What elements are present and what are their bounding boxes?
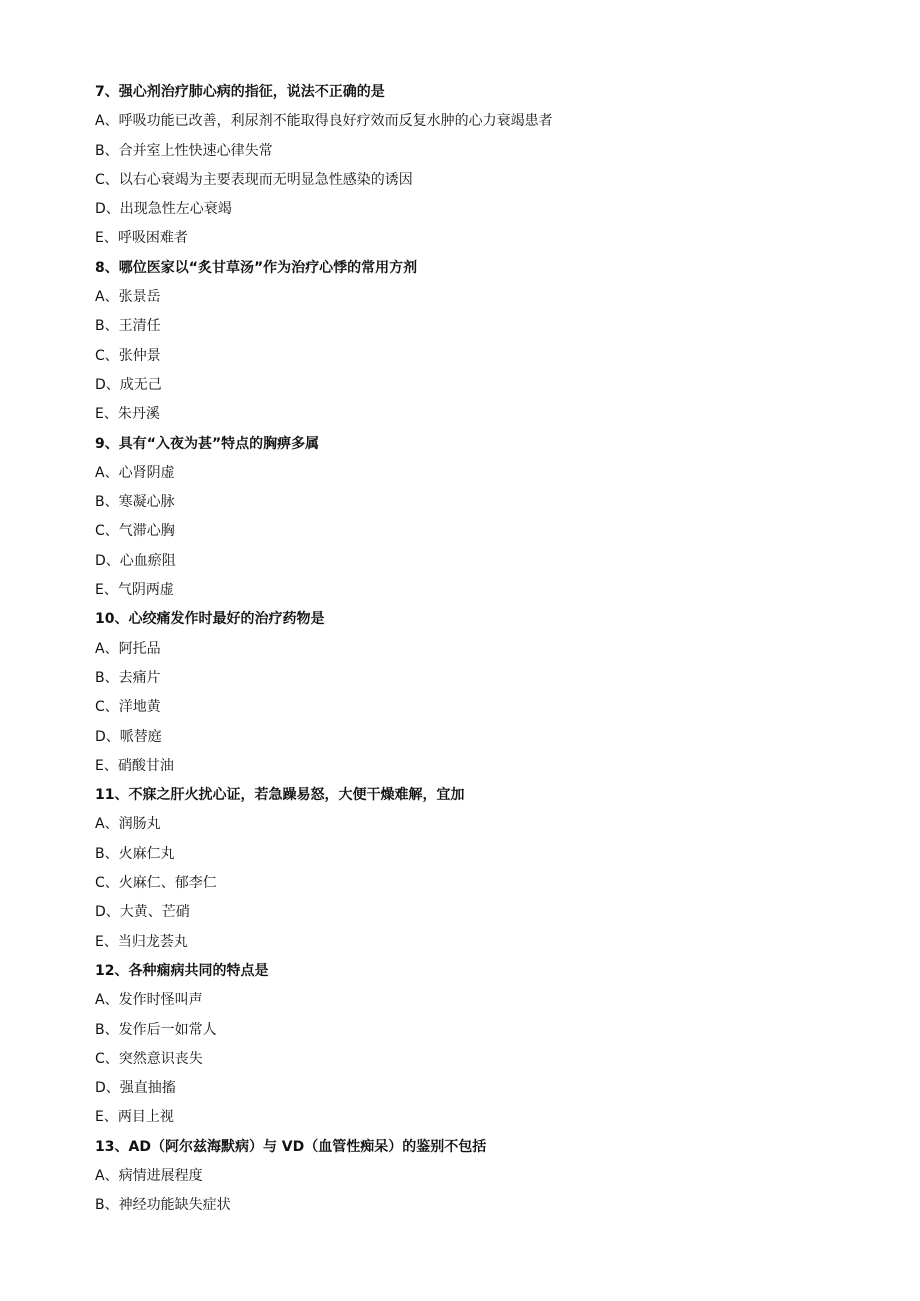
question-7-option-c: C、以右心衰竭为主要表现而无明显急性感染的诱因 <box>95 171 413 188</box>
question-12-option-e: E、两目上视 <box>95 1109 174 1126</box>
question-13-option-b: B、神经功能缺失症状 <box>95 1197 231 1214</box>
question-11-option-a: A、润肠丸 <box>95 816 161 833</box>
question-9-stem: 9、具有“入夜为甚”特点的胸痹多属 <box>95 435 320 452</box>
question-10-option-a: A、阿托品 <box>95 640 161 657</box>
question-12-option-a: A、发作时怪叫声 <box>95 992 203 1009</box>
question-7-stem: 7、强心剂治疗肺心病的指征，说法不正确的是 <box>95 84 385 100</box>
question-8-option-a: A、张景岳 <box>95 289 161 306</box>
question-12-stem: 12、各种痫病共同的特点是 <box>95 962 269 979</box>
question-12-option-c: C、突然意识丧失 <box>95 1050 203 1067</box>
question-11-option-e: E、当归龙荟丸 <box>95 933 188 950</box>
question-8-option-e: E、朱丹溪 <box>95 406 160 423</box>
question-13-option-a: A、病情进展程度 <box>95 1167 203 1184</box>
question-7-option-b: B、合并室上性快速心律失常 <box>95 142 273 159</box>
question-list <box>95 78 855 1221</box>
question-11-option-b: B、火麻仁丸 <box>95 845 175 862</box>
question-12-option-b: B、发作后一如常人 <box>95 1021 217 1038</box>
question-10-option-c: C、洋地黄 <box>95 699 161 716</box>
question-12-option-d: D、强直抽搐 <box>95 1080 176 1097</box>
question-13-stem: 13、AD（阿尔兹海默病）与 VD（血管性痴呆）的鉴别不包括 <box>95 1138 487 1155</box>
question-10-option-e: E、硝酸甘油 <box>95 757 174 774</box>
question-9-option-b: B、寒凝心脉 <box>95 494 175 511</box>
question-10-stem: 10、心绞痛发作时最好的治疗药物是 <box>95 611 325 628</box>
question-9-option-a: A、心肾阴虚 <box>95 464 175 481</box>
question-9-option-e: E、气阴两虚 <box>95 582 174 599</box>
question-7-option-d: D、出现急性左心衰竭 <box>95 201 232 218</box>
question-11-stem: 11、不寐之肝火扰心证，若急躁易怒，大便干燥难解，宜加 <box>95 787 465 804</box>
question-10-option-d: D、哌替庭 <box>95 728 162 745</box>
question-7-option-a: A、呼吸功能已改善，利尿剂不能取得良好疗效而反复水肿的心力衰竭患者 <box>95 113 553 130</box>
question-9-option-c: C、气滞心胸 <box>95 523 175 540</box>
question-10-option-b: B、去痛片 <box>95 669 161 686</box>
question-8-option-c: C、张仲景 <box>95 347 161 364</box>
question-11-option-d: D、大黄、芒硝 <box>95 904 190 921</box>
question-9-option-d: D、心血瘀阻 <box>95 552 176 569</box>
question-8-option-b: B、王清任 <box>95 318 161 335</box>
question-7-option-e: E、呼吸困难者 <box>95 230 188 247</box>
question-8-option-d: D、成无己 <box>95 376 162 393</box>
question-8-stem: 8、哪位医家以“炙甘草汤”作为治疗心悸的常用方剂 <box>95 259 418 276</box>
question-11-option-c: C、火麻仁、郁李仁 <box>95 875 217 892</box>
